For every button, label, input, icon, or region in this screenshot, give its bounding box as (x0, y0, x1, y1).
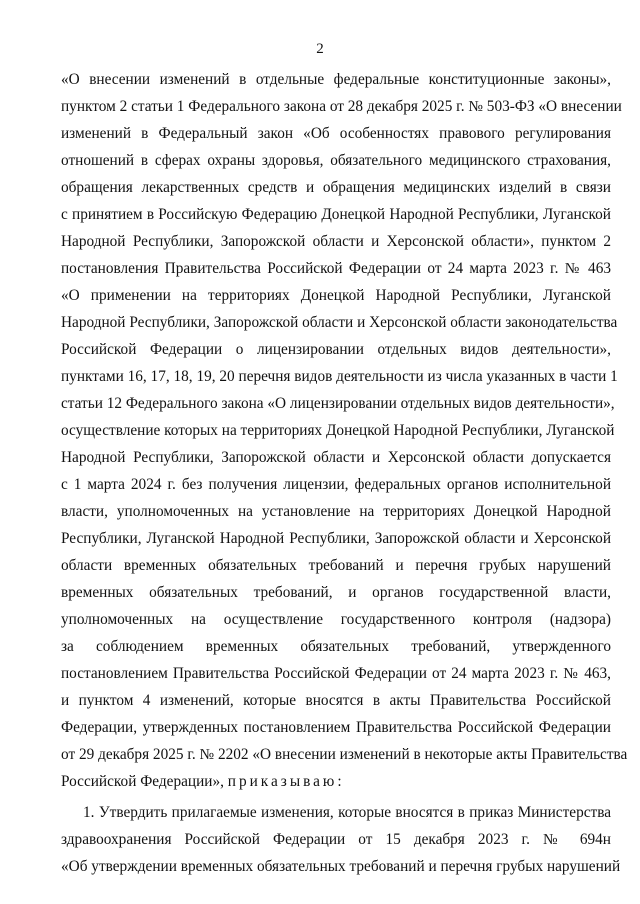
text-line: с 1 марта 2024 г. без получения лицензии, федеральных органов исполнительной (61, 476, 611, 493)
text-line: с принятием в Российскую Федерацию Донецкой Народной Республики, Луганской (61, 206, 611, 223)
text-line: изменений в Федеральный закон «Об особенностях правового регулирования (61, 125, 611, 142)
text-line: постановления Правительства Российской Федерации от 24 марта 2023 г. № 463 (61, 260, 611, 277)
text-line: временных обязательных требований, и органов государственной власти, (61, 584, 611, 601)
page-number: 2 (316, 41, 324, 57)
text-line: пунктом 2 статьи 1 Федерального закона от 28 декабря 2025 г. № 503-ФЗ «О внесении (61, 98, 622, 115)
text-line: «О применении на территориях Донецкой Народной Республики, Луганской (61, 287, 611, 304)
paragraph-line: здравоохранения Российской Федерации от 15 декабря 2023 г. № 694н (61, 831, 611, 848)
text-line: и пунктом 4 изменений, которые вносятся в акты Правительства Российской (61, 692, 611, 709)
text-line: уполномоченных на осуществление государственного контроля (надзора) (61, 611, 611, 628)
text-line: Народной Республики, Запорожской области и Херсонской области законодательства (61, 314, 618, 331)
text-line: обращения лекарственных средств и обращения медицинских изделий в связи (61, 179, 611, 196)
text-line: Республики, Луганской Народной Республики, Запорожской области и Херсонской (61, 530, 611, 547)
text-line: Народной Республики, Запорожской области и Херсонской области допускается (61, 449, 611, 466)
text-line: «О внесении изменений в отдельные федеральные конституционные законы», (61, 71, 611, 88)
text-line-order-clause (61, 772, 611, 792)
text-line: пунктами 16, 17, 18, 19, 20 перечня видов деятельности из числа указанных в части 1 (61, 368, 618, 385)
text-line: статьи 12 Федерального закона «О лицензировании отдельных видов деятельности», (61, 395, 615, 412)
text-line: осуществление которых на территориях Донецкой Народной Республики, Луганской (61, 422, 615, 439)
text-line: от 29 декабря 2025 г. № 2202 «О внесении изменений в некоторые акты Правительства (61, 746, 628, 763)
paragraph-line: 1. Утвердить прилагаемые изменения, которые вносятся в приказ Министерства (83, 804, 611, 821)
text-line-prefix: Российской Федерации», (61, 773, 224, 790)
text-line: Народной Республики, Запорожской области и Херсонской области», пунктом 2 (61, 233, 611, 250)
text-line: постановлением Правительства Российской Федерации от 24 марта 2023 г. № 463, (61, 665, 611, 682)
order-word: приказываю: (227, 773, 345, 790)
text-line: области временных обязательных требований и перечня грубых нарушений (61, 557, 611, 574)
text-line: отношений в сферах охраны здоровья, обязательного медицинского страхования, (61, 152, 611, 169)
text-line: Российской Федерации о лицензировании отдельных видов деятельности», (61, 341, 611, 358)
paragraph-line: «Об утверждении временных обязательных требований и перечня грубых нарушений (61, 858, 621, 875)
text-line: власти, уполномоченных на установление на территориях Донецкой Народной (61, 503, 611, 520)
text-line: Федерации, утвержденных постановлением Правительства Российской Федерации (61, 719, 611, 736)
text-line: за соблюдением временных обязательных требований, утвержденного (61, 638, 611, 655)
